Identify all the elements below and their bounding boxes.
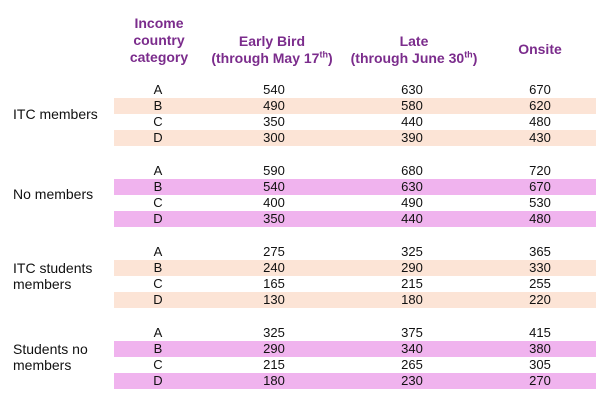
table-row [114,260,596,276]
cell-early-bird: 215 [263,357,285,372]
cell-category: A [153,163,163,178]
cell-onsite: 480 [529,114,551,129]
header-late-title: Late [399,33,429,49]
cell-onsite: 415 [529,325,551,340]
cell-early-bird: 165 [263,276,285,291]
header-late [344,33,484,67]
cell-category: C [153,357,163,372]
cell-onsite: 720 [529,163,551,178]
cell-onsite: 670 [529,179,551,194]
table-row [114,82,596,98]
cell-category: B [153,260,163,275]
cell-late: 580 [401,98,423,113]
cell-onsite: 330 [529,260,551,275]
cell-early-bird: 490 [263,98,285,113]
cell-late: 630 [401,179,423,194]
cell-late: 215 [401,276,423,291]
cell-category: C [153,114,163,129]
cell-early-bird: 350 [263,114,285,129]
header-late-close: ) [472,50,478,66]
cell-late: 490 [401,195,423,210]
table-row [114,325,596,341]
cell-late: 390 [401,130,423,145]
cell-late: 325 [401,244,423,259]
group-label-itc-students-members: ITC students members [13,260,93,292]
cell-onsite: 430 [529,130,551,145]
cell-late: 180 [401,292,423,307]
cell-early-bird: 540 [263,82,285,97]
cell-late: 265 [401,357,423,372]
table-row [114,163,596,179]
cell-category: D [153,292,163,307]
table-row [114,179,596,195]
header-early-bird [204,33,340,67]
cell-category: C [153,195,163,210]
cell-early-bird: 540 [263,179,285,194]
cell-early-bird: 275 [263,244,285,259]
cell-onsite: 380 [529,341,551,356]
cell-late: 375 [401,325,423,340]
cell-early-bird: 300 [263,130,285,145]
cell-onsite: 270 [529,373,551,388]
cell-early-bird: 350 [263,211,285,226]
cell-onsite: 480 [529,211,551,226]
cell-category: C [153,276,163,291]
cell-early-bird: 290 [263,341,285,356]
table-row [114,244,596,260]
cell-early-bird: 180 [263,373,285,388]
cell-late: 230 [401,373,423,388]
header-category-line-2: country [133,32,185,48]
cell-category: B [153,341,163,356]
cell-category: D [153,130,163,145]
cell-category: A [153,325,163,340]
cell-category: A [153,244,163,259]
cell-onsite: 365 [529,244,551,259]
header-early-bird-title: Early Bird [238,33,306,49]
table-row [114,357,596,373]
group-label-itc-members: ITC members [13,106,98,122]
cell-late: 440 [401,211,423,226]
cell-onsite: 530 [529,195,551,210]
header-late-date [344,50,484,67]
cell-early-bird: 325 [263,325,285,340]
cell-onsite: 305 [529,357,551,372]
table-row [114,292,596,308]
cell-late: 630 [401,82,423,97]
table-row [114,211,596,227]
cell-late: 440 [401,114,423,129]
cell-late: 680 [401,163,423,178]
cell-category: A [153,82,163,97]
header-early-bird-close: ) [327,50,333,66]
cell-late: 340 [401,341,423,356]
header-income-country-category [118,15,200,66]
header-late-date-text: (through June 30 [350,50,465,66]
cell-category: B [153,179,163,194]
table-row [114,195,596,211]
cell-early-bird: 130 [263,292,285,307]
table-row [114,276,596,292]
cell-early-bird: 400 [263,195,285,210]
group-label-students-no-members: Students no members [13,341,88,373]
cell-category: D [153,373,163,388]
cell-onsite: 620 [529,98,551,113]
table-row [114,373,596,389]
cell-late: 290 [401,260,423,275]
header-early-bird-date-text: (through May 17 [211,50,320,66]
cell-onsite: 255 [529,276,551,291]
header-early-bird-date [204,50,340,67]
header-category-line-3: category [129,49,189,65]
cell-early-bird: 590 [263,163,285,178]
cell-onsite: 670 [529,82,551,97]
table-row [114,98,596,114]
header-late-ordinal: th [464,49,473,60]
table-row [114,114,596,130]
cell-category: D [153,211,163,226]
cell-category: B [153,98,163,113]
header-category-line-1: Income [134,15,184,31]
group-label-no-members: No members [13,186,94,202]
cell-onsite: 220 [529,292,551,307]
table-row [114,130,596,146]
header-early-bird-ordinal: th [319,49,328,60]
table-row [114,341,596,357]
header-onsite: Onsite [518,41,562,57]
cell-early-bird: 240 [263,260,285,275]
